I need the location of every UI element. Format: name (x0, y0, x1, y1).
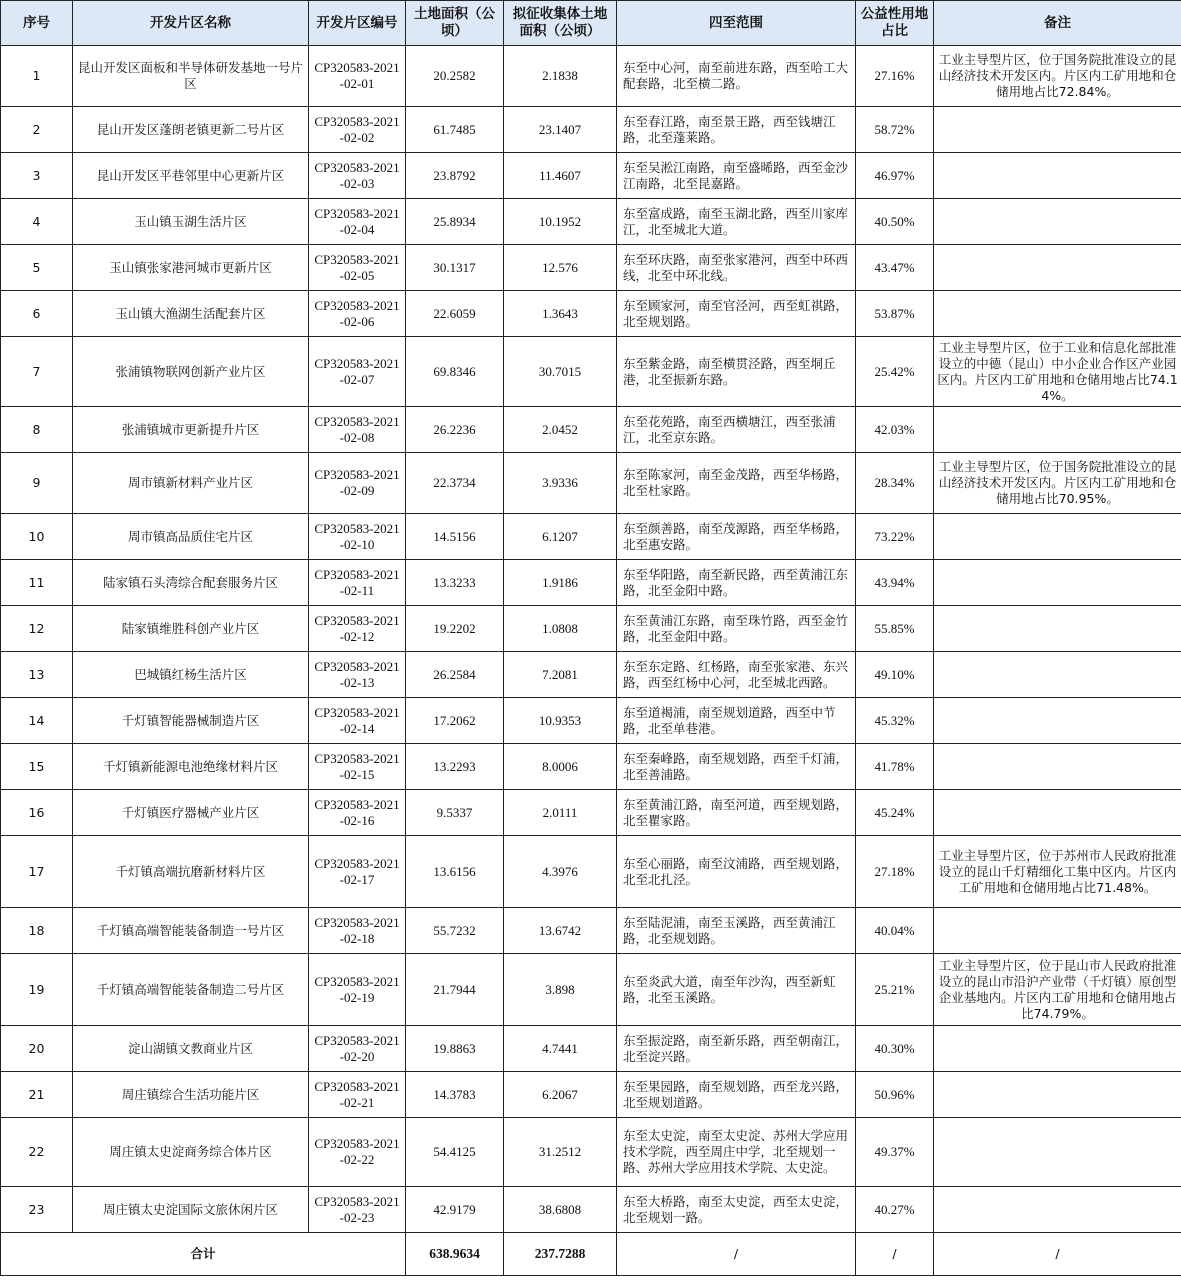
table-row (1, 606, 1181, 652)
boundaries: 东至华阳路，南至新民路，西至黄浦江东路，北至金阳中路。 (617, 560, 856, 606)
table-row (1, 954, 1181, 1026)
remarks (934, 744, 1181, 790)
remarks (934, 1026, 1181, 1072)
land-area: 22.3734 (406, 453, 504, 514)
zone-code: CP320583-2021-02-08 (309, 407, 406, 453)
table-row (1, 1072, 1181, 1118)
zone-name: 淀山湖镇文教商业片区 (73, 1026, 309, 1072)
table-row (1, 560, 1181, 606)
collect-area: 7.2081 (504, 652, 617, 698)
land-area: 9.5337 (406, 790, 504, 836)
header-public-ratio: 公益性用地占比 (856, 1, 934, 46)
public-ratio: 53.87% (856, 291, 934, 337)
zone-code: CP320583-2021-02-22 (309, 1118, 406, 1187)
table-row (1, 291, 1181, 337)
zone-name: 周庄镇综合生活功能片区 (73, 1072, 309, 1118)
land-area: 13.6156 (406, 836, 504, 908)
table-row (1, 698, 1181, 744)
total-row (1, 1233, 1181, 1276)
land-area: 42.9179 (406, 1187, 504, 1233)
row-index: 21 (1, 1072, 73, 1118)
public-ratio: 73.22% (856, 514, 934, 560)
row-index: 17 (1, 836, 73, 908)
collect-area: 8.0006 (504, 744, 617, 790)
zone-name: 巴城镇红杨生活片区 (73, 652, 309, 698)
row-index: 18 (1, 908, 73, 954)
header-boundaries: 四至范围 (617, 1, 856, 46)
header-zone-code: 开发片区编号 (309, 1, 406, 46)
public-ratio: 50.96% (856, 1072, 934, 1118)
zone-name: 张浦镇城市更新提升片区 (73, 407, 309, 453)
collect-area: 3.898 (504, 954, 617, 1026)
row-index: 9 (1, 453, 73, 514)
zone-name: 周市镇新材料产业片区 (73, 453, 309, 514)
zone-code: CP320583-2021-02-02 (309, 107, 406, 153)
collect-area: 10.1952 (504, 199, 617, 245)
collect-area: 11.4607 (504, 153, 617, 199)
boundaries: 东至道褐浦，南至规划道路，西至中节路，北至单巷港。 (617, 698, 856, 744)
zone-name: 昆山开发区平巷邻里中心更新片区 (73, 153, 309, 199)
remarks (934, 153, 1181, 199)
land-area: 20.2582 (406, 46, 504, 107)
land-area: 19.2202 (406, 606, 504, 652)
header-index: 序号 (1, 1, 73, 46)
collect-area: 1.9186 (504, 560, 617, 606)
boundaries: 东至振淀路，南至新乐路，西至朝南江，北至淀兴路。 (617, 1026, 856, 1072)
boundaries: 东至陈家河，南至金茂路，西至华杨路，北至杜家路。 (617, 453, 856, 514)
zone-name: 千灯镇高端抗磨新材料片区 (73, 836, 309, 908)
remarks (934, 1187, 1181, 1233)
boundaries: 东至秦峰路，南至规划路，西至千灯浦，北至善浦路。 (617, 744, 856, 790)
public-ratio: 49.10% (856, 652, 934, 698)
header-land-area: 土地面积（公顷） (406, 1, 504, 46)
boundaries: 东至春江路，南至景王路，西至钱塘江路，北至蓬莱路。 (617, 107, 856, 153)
collect-area: 2.0111 (504, 790, 617, 836)
row-index: 16 (1, 790, 73, 836)
row-index: 2 (1, 107, 73, 153)
collect-area: 3.9336 (504, 453, 617, 514)
boundaries: 东至颜善路，南至茂源路，西至华杨路，北至惠安路。 (617, 514, 856, 560)
total-label: 合计 (1, 1233, 406, 1276)
boundaries: 东至吴淞江南路，南至盛晞路，西至金沙江南路，北至昆嘉路。 (617, 153, 856, 199)
table-row (1, 1026, 1181, 1072)
row-index: 7 (1, 337, 73, 407)
header-row (1, 1, 1181, 46)
public-ratio: 45.24% (856, 790, 934, 836)
table-row (1, 245, 1181, 291)
row-index: 23 (1, 1187, 73, 1233)
table-row (1, 514, 1181, 560)
zone-code: CP320583-2021-02-19 (309, 954, 406, 1026)
boundaries: 东至富成路，南至玉湖北路，西至川家库江，北至城北大道。 (617, 199, 856, 245)
remarks (934, 698, 1181, 744)
land-area: 14.5156 (406, 514, 504, 560)
remarks: 工业主导型片区，位于国务院批准设立的昆山经济技术开发区内。片区内工矿用地和仓储用地占比72.84%。 (934, 46, 1181, 107)
zone-name: 张浦镇物联网创新产业片区 (73, 337, 309, 407)
public-ratio: 40.27% (856, 1187, 934, 1233)
public-ratio: 43.47% (856, 245, 934, 291)
land-area: 26.2584 (406, 652, 504, 698)
boundaries: 东至心丽路，南至汶浦路，西至规划路，北至北扎泾。 (617, 836, 856, 908)
land-area: 55.7232 (406, 908, 504, 954)
collect-area: 1.3643 (504, 291, 617, 337)
zone-name: 周市镇高品质住宅片区 (73, 514, 309, 560)
header-remarks: 备注 (934, 1, 1181, 46)
zone-code: CP320583-2021-02-07 (309, 337, 406, 407)
header-collect-area: 拟征收集体土地面积（公顷） (504, 1, 617, 46)
remarks (934, 514, 1181, 560)
collect-area: 30.7015 (504, 337, 617, 407)
remarks (934, 1072, 1181, 1118)
header-zone-name: 开发片区名称 (73, 1, 309, 46)
remarks (934, 245, 1181, 291)
public-ratio: 41.78% (856, 744, 934, 790)
public-ratio: 43.94% (856, 560, 934, 606)
row-index: 13 (1, 652, 73, 698)
collect-area: 6.2067 (504, 1072, 617, 1118)
public-ratio: 25.42% (856, 337, 934, 407)
public-ratio: 42.03% (856, 407, 934, 453)
boundaries: 东至果园路，南至规划路，西至龙兴路，北至规划道路。 (617, 1072, 856, 1118)
land-area: 21.7944 (406, 954, 504, 1026)
zone-code: CP320583-2021-02-20 (309, 1026, 406, 1072)
boundaries: 东至大桥路，南至太史淀，西至太史淀，北至规划一路。 (617, 1187, 856, 1233)
public-ratio: 55.85% (856, 606, 934, 652)
row-index: 22 (1, 1118, 73, 1187)
land-area: 69.8346 (406, 337, 504, 407)
table-row (1, 153, 1181, 199)
collect-area: 13.6742 (504, 908, 617, 954)
table-row (1, 453, 1181, 514)
zone-code: CP320583-2021-02-13 (309, 652, 406, 698)
table-row (1, 836, 1181, 908)
collect-area: 12.576 (504, 245, 617, 291)
collect-area: 31.2512 (504, 1118, 617, 1187)
zone-code: CP320583-2021-02-16 (309, 790, 406, 836)
land-area: 23.8792 (406, 153, 504, 199)
boundaries: 东至太史淀，南至太史淀、苏州大学应用技术学院，西至周庄中学，北至规划一路、苏州大学应用技术学院、太史淀。 (617, 1118, 856, 1187)
table-row (1, 46, 1181, 107)
zone-name: 昆山开发区面板和半导体研发基地一号片区 (73, 46, 309, 107)
zone-name: 玉山镇玉湖生活片区 (73, 199, 309, 245)
table-row (1, 908, 1181, 954)
total-remarks: / (934, 1233, 1181, 1276)
collect-area: 2.1838 (504, 46, 617, 107)
collect-area: 23.1407 (504, 107, 617, 153)
row-index: 20 (1, 1026, 73, 1072)
collect-area: 6.1207 (504, 514, 617, 560)
remarks (934, 199, 1181, 245)
zone-code: CP320583-2021-02-04 (309, 199, 406, 245)
land-area: 17.2062 (406, 698, 504, 744)
row-index: 14 (1, 698, 73, 744)
zone-name: 千灯镇智能器械制造片区 (73, 698, 309, 744)
public-ratio: 45.32% (856, 698, 934, 744)
row-index: 4 (1, 199, 73, 245)
boundaries: 东至黄浦江东路，南至珠竹路，西至金竹路，北至金阳中路。 (617, 606, 856, 652)
public-ratio: 40.04% (856, 908, 934, 954)
remarks (934, 606, 1181, 652)
total-area: 638.9634 (406, 1233, 504, 1276)
zone-code: CP320583-2021-02-11 (309, 560, 406, 606)
public-ratio: 40.50% (856, 199, 934, 245)
zone-code: CP320583-2021-02-05 (309, 245, 406, 291)
table-row (1, 790, 1181, 836)
public-ratio: 25.21% (856, 954, 934, 1026)
total-collect: 237.7288 (504, 1233, 617, 1276)
row-index: 1 (1, 46, 73, 107)
remarks (934, 560, 1181, 606)
zone-code: CP320583-2021-02-21 (309, 1072, 406, 1118)
land-area: 30.1317 (406, 245, 504, 291)
zone-code: CP320583-2021-02-17 (309, 836, 406, 908)
remarks: 工业主导型片区，位于苏州市人民政府批准设立的昆山千灯精细化工集中区内。片区内工矿用地和仓储用地占比71.48%。 (934, 836, 1181, 908)
zone-code: CP320583-2021-02-06 (309, 291, 406, 337)
table-row (1, 1187, 1181, 1233)
remarks (934, 790, 1181, 836)
boundaries: 东至东定路、红杨路，南至张家港、东兴路，西至红杨中心河，北至城北西路。 (617, 652, 856, 698)
boundaries: 东至黄浦江路，南至河道，西至规划路，北至瞿家路。 (617, 790, 856, 836)
zone-name: 陆家镇石头湾综合配套服务片区 (73, 560, 309, 606)
row-index: 8 (1, 407, 73, 453)
zone-name: 千灯镇医疗器械产业片区 (73, 790, 309, 836)
public-ratio: 49.37% (856, 1118, 934, 1187)
row-index: 10 (1, 514, 73, 560)
zone-name: 千灯镇高端智能装备制造一号片区 (73, 908, 309, 954)
remarks (934, 1118, 1181, 1187)
row-index: 3 (1, 153, 73, 199)
zone-name: 千灯镇新能源电池绝缘材料片区 (73, 744, 309, 790)
row-index: 19 (1, 954, 73, 1026)
land-area: 19.8863 (406, 1026, 504, 1072)
collect-area: 2.0452 (504, 407, 617, 453)
remarks (934, 107, 1181, 153)
land-area: 25.8934 (406, 199, 504, 245)
table-row (1, 1118, 1181, 1187)
remarks: 工业主导型片区，位于昆山市人民政府批准设立的昆山市沿沪产业带（千灯镇）原创型企业基地内。片区内工矿用地和仓储用地占比74.79%。 (934, 954, 1181, 1026)
remarks (934, 908, 1181, 954)
zone-name: 周庄镇太史淀国际文旅休闲片区 (73, 1187, 309, 1233)
zone-code: CP320583-2021-02-15 (309, 744, 406, 790)
land-area: 13.2293 (406, 744, 504, 790)
remarks (934, 652, 1181, 698)
boundaries: 东至顾家河，南至官泾河，西至虹祺路，北至规划路。 (617, 291, 856, 337)
zone-name: 周庄镇太史淀商务综合体片区 (73, 1118, 309, 1187)
zone-code: CP320583-2021-02-18 (309, 908, 406, 954)
land-area: 61.7485 (406, 107, 504, 153)
zone-code: CP320583-2021-02-10 (309, 514, 406, 560)
total-ratio: / (856, 1233, 934, 1276)
row-index: 12 (1, 606, 73, 652)
public-ratio: 46.97% (856, 153, 934, 199)
row-index: 15 (1, 744, 73, 790)
zone-name: 玉山镇大渔湖生活配套片区 (73, 291, 309, 337)
collect-area: 10.9353 (504, 698, 617, 744)
land-area: 13.3233 (406, 560, 504, 606)
zone-code: CP320583-2021-02-14 (309, 698, 406, 744)
boundaries: 东至陆泥浦，南至玉溪路，西至黄浦江路，北至规划路。 (617, 908, 856, 954)
boundaries: 东至环庆路，南至张家港河，西至中环西线，北至中环北线。 (617, 245, 856, 291)
row-index: 5 (1, 245, 73, 291)
zone-code: CP320583-2021-02-01 (309, 46, 406, 107)
zone-code: CP320583-2021-02-12 (309, 606, 406, 652)
public-ratio: 40.30% (856, 1026, 934, 1072)
boundaries: 东至炎武大道，南至年沙沟，西至新虹路，北至玉溪路。 (617, 954, 856, 1026)
zone-code: CP320583-2021-02-09 (309, 453, 406, 514)
public-ratio: 27.16% (856, 46, 934, 107)
collect-area: 4.7441 (504, 1026, 617, 1072)
collect-area: 4.3976 (504, 836, 617, 908)
collect-area: 1.0808 (504, 606, 617, 652)
collect-area: 38.6808 (504, 1187, 617, 1233)
table-row (1, 199, 1181, 245)
remarks: 工业主导型片区，位于工业和信息化部批准设立的中德（昆山）中小企业合作区产业园区内。片区内工矿用地和仓储用地占比74.14%。 (934, 337, 1181, 407)
table-row (1, 407, 1181, 453)
zone-name: 陆家镇维胜科创产业片区 (73, 606, 309, 652)
row-index: 11 (1, 560, 73, 606)
total-boundaries: / (617, 1233, 856, 1276)
remarks (934, 291, 1181, 337)
table-row (1, 652, 1181, 698)
boundaries: 东至中心河，南至前进东路，西至哈工大配套路，北至横二路。 (617, 46, 856, 107)
zone-name: 昆山开发区蓬朗老镇更新二号片区 (73, 107, 309, 153)
public-ratio: 58.72% (856, 107, 934, 153)
remarks (934, 407, 1181, 453)
table-row (1, 744, 1181, 790)
row-index: 6 (1, 291, 73, 337)
land-area: 22.6059 (406, 291, 504, 337)
zone-name: 千灯镇高端智能装备制造二号片区 (73, 954, 309, 1026)
boundaries: 东至紫金路，南至横贯泾路，西至垌丘港，北至振新东路。 (617, 337, 856, 407)
land-area: 14.3783 (406, 1072, 504, 1118)
public-ratio: 28.34% (856, 453, 934, 514)
remarks: 工业主导型片区，位于国务院批准设立的昆山经济技术开发区内。片区内工矿用地和仓储用地占比70.95%。 (934, 453, 1181, 514)
zone-code: CP320583-2021-02-03 (309, 153, 406, 199)
zone-name: 玉山镇张家港河城市更新片区 (73, 245, 309, 291)
land-area: 26.2236 (406, 407, 504, 453)
table-row (1, 107, 1181, 153)
public-ratio: 27.18% (856, 836, 934, 908)
boundaries: 东至花苑路，南至西横塘江，西至张浦江，北至京东路。 (617, 407, 856, 453)
table-row (1, 337, 1181, 407)
land-area: 54.4125 (406, 1118, 504, 1187)
zone-code: CP320583-2021-02-23 (309, 1187, 406, 1233)
